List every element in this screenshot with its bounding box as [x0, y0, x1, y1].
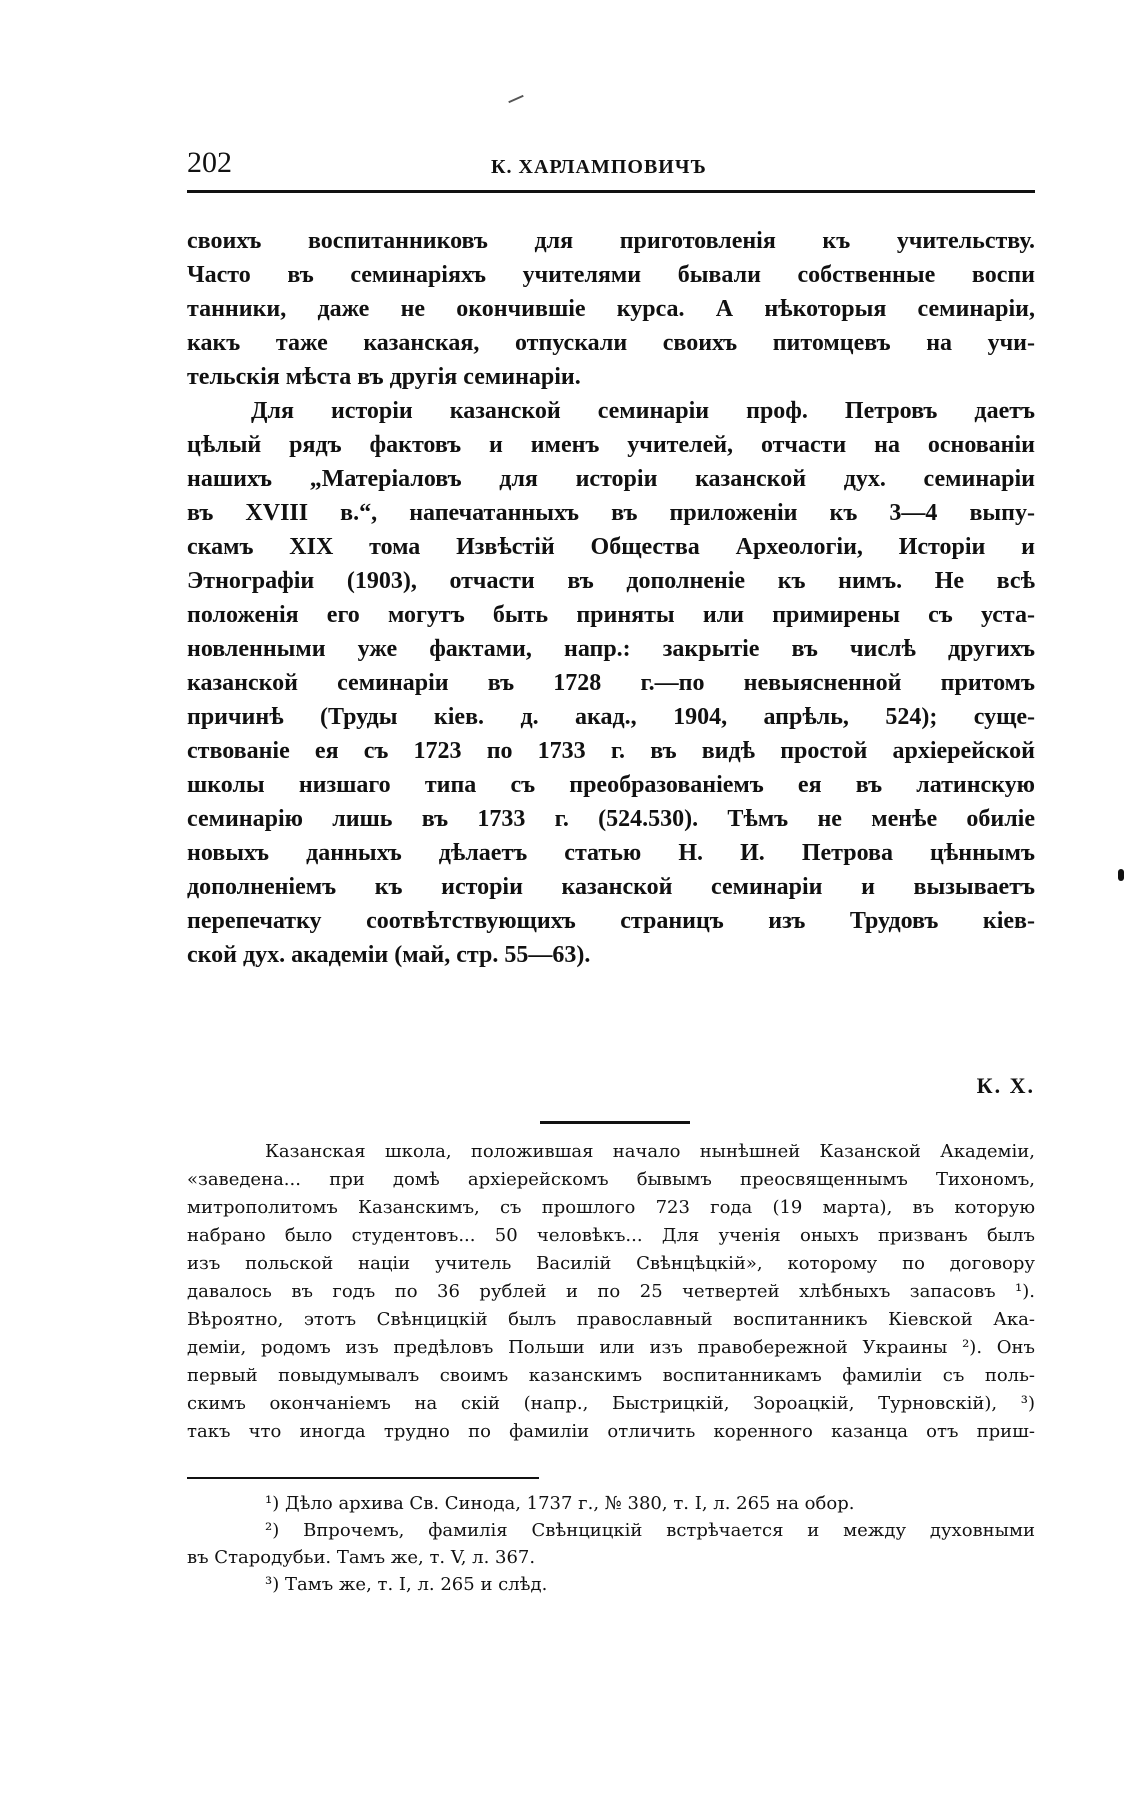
author-signature: К. Х. [976, 1073, 1035, 1098]
quoted-passage [187, 1138, 1035, 1446]
quote-line: митрополитомъ Казанскимъ, съ прошлого 723 года (19 марта), въ которую [187, 1197, 1035, 1218]
footnote-divider [187, 1477, 539, 1479]
text-line: Часто въ семинаріяхъ учителями бывали собственные воспи [187, 262, 1035, 288]
footnote-2: ²) Впрочемъ, фамилія Свѣнцицкій встрѣчается и между духовными [265, 1520, 1035, 1541]
stray-pen-mark [508, 95, 523, 103]
text-line: казанской семинаріи въ 1728 г.—по невыясненной притомъ [187, 670, 1035, 696]
paragraph-2 [187, 394, 1035, 972]
text-line: цѣлый рядъ фактовъ и именъ учителей, отчасти на основаніи [187, 432, 1035, 458]
footnote-3: ³) Тамъ же, т. I, л. 265 и слѣд. [265, 1574, 548, 1595]
text-line: въ XVIII в.“, напечатанныхъ въ приложеніи къ 3—4 выпу- [187, 500, 1035, 526]
text-line: ствованіе ея съ 1723 по 1733 г. въ видѣ простой архіерейской [187, 738, 1035, 764]
main-text [187, 224, 1035, 972]
text-line: танники, даже не окончившіе курса. А нѣкоторыя семинаріи, [187, 296, 1035, 322]
page-number: 202 [187, 146, 232, 179]
text-line: своихъ воспитанниковъ для приготовленія къ учительству. [187, 228, 1035, 254]
text-line: ской дух. академіи (май, стр. 55—63). [187, 942, 591, 968]
text-line: перепечатку соотвѣтствующихъ страницъ изъ Трудовъ кіев- [187, 908, 1035, 934]
margin-ink-dot [1118, 869, 1124, 881]
text-line: положенія его могутъ быть приняты или примирены съ уста- [187, 602, 1035, 628]
quote-line: «заведена... при домѣ архіерейскомъ бывымъ преосвященнымъ Тихономъ, [187, 1169, 1035, 1190]
text-line: скамъ XIX тома Извѣстій Общества Археологіи, Исторіи и [187, 534, 1035, 560]
text-line: тельскія мѣста въ другія семинаріи. [187, 364, 581, 390]
text-line: дополненіемъ къ исторіи казанской семинаріи и вызываетъ [187, 874, 1035, 900]
text-line: школы низшаго типа съ преобразованіемъ ея въ латинскую [187, 772, 1035, 798]
quote-line: давалось въ годъ по 36 рублей и по 25 четвертей хлѣбныхъ запасовъ ¹). [187, 1281, 1035, 1302]
text-line: нашихъ „Матеріаловъ для исторіи казанской дух. семинаріи [187, 466, 1035, 492]
text-line: новленными уже фактами, напр.: закрытіе въ числѣ другихъ [187, 636, 1035, 662]
text-line: семинарію лишь въ 1733 г. (524.530). Тѣмъ не менѣе обиліе [187, 806, 1035, 832]
running-head: К. ХАРЛАМПОВИЧЪ [491, 156, 707, 178]
text-line: какъ таже казанская, отпускали своихъ питомцевъ на учи- [187, 330, 1035, 356]
footnote-2-continued: въ Стародубьи. Тамъ же, т. V, л. 367. [187, 1547, 536, 1568]
section-divider [540, 1121, 690, 1124]
text-line: причинѣ (Труды кіев. д. акад., 1904, апрѣль, 524); суще- [187, 704, 1035, 730]
quote-line: скимъ окончаніемъ на скій (напр., Быстрицкій, Зороацкій, Турновскій), ³) [187, 1393, 1035, 1414]
quote-line: изъ польской націи учитель Василій Свѣнцѣцкій», которому по договору [187, 1253, 1035, 1274]
quote-line: деміи, родомъ изъ предѣловъ Польши или изъ правобережной Украины ²). Онъ [187, 1337, 1035, 1358]
quote-line: набрано было студентовъ... 50 человѣкъ... Для ученія оныхъ призванъ былъ [187, 1225, 1035, 1246]
quote-line: первый повыдумывалъ своимъ казанскимъ воспитанникамъ фамиліи съ поль- [187, 1365, 1035, 1386]
text-line: Для исторіи казанской семинаріи проф. Петровъ даетъ [251, 398, 1035, 424]
quote-line: Казанская школа, положившая начало нынѣшней Казанской Академіи, [265, 1141, 1035, 1162]
footnote-1: ¹) Дѣло архива Св. Синода, 1737 г., № 380, т. I, л. 265 на обор. [265, 1493, 855, 1514]
quote-line: такъ что иногда трудно по фамиліи отличить коренного казанца отъ приш- [187, 1421, 1035, 1442]
footnotes [187, 1490, 1035, 1598]
paragraph-1 [187, 224, 1035, 394]
text-line: Этнографіи (1903), отчасти въ дополненіе къ нимъ. Не всѣ [187, 568, 1035, 594]
quote-line: Вѣроятно, этотъ Свѣнцицкій былъ православный воспитанникъ Кіевской Ака- [187, 1309, 1035, 1330]
page-header [187, 148, 1035, 193]
text-line: новыхъ данныхъ дѣлаетъ статью Н. И. Петрова цѣннымъ [187, 840, 1035, 866]
